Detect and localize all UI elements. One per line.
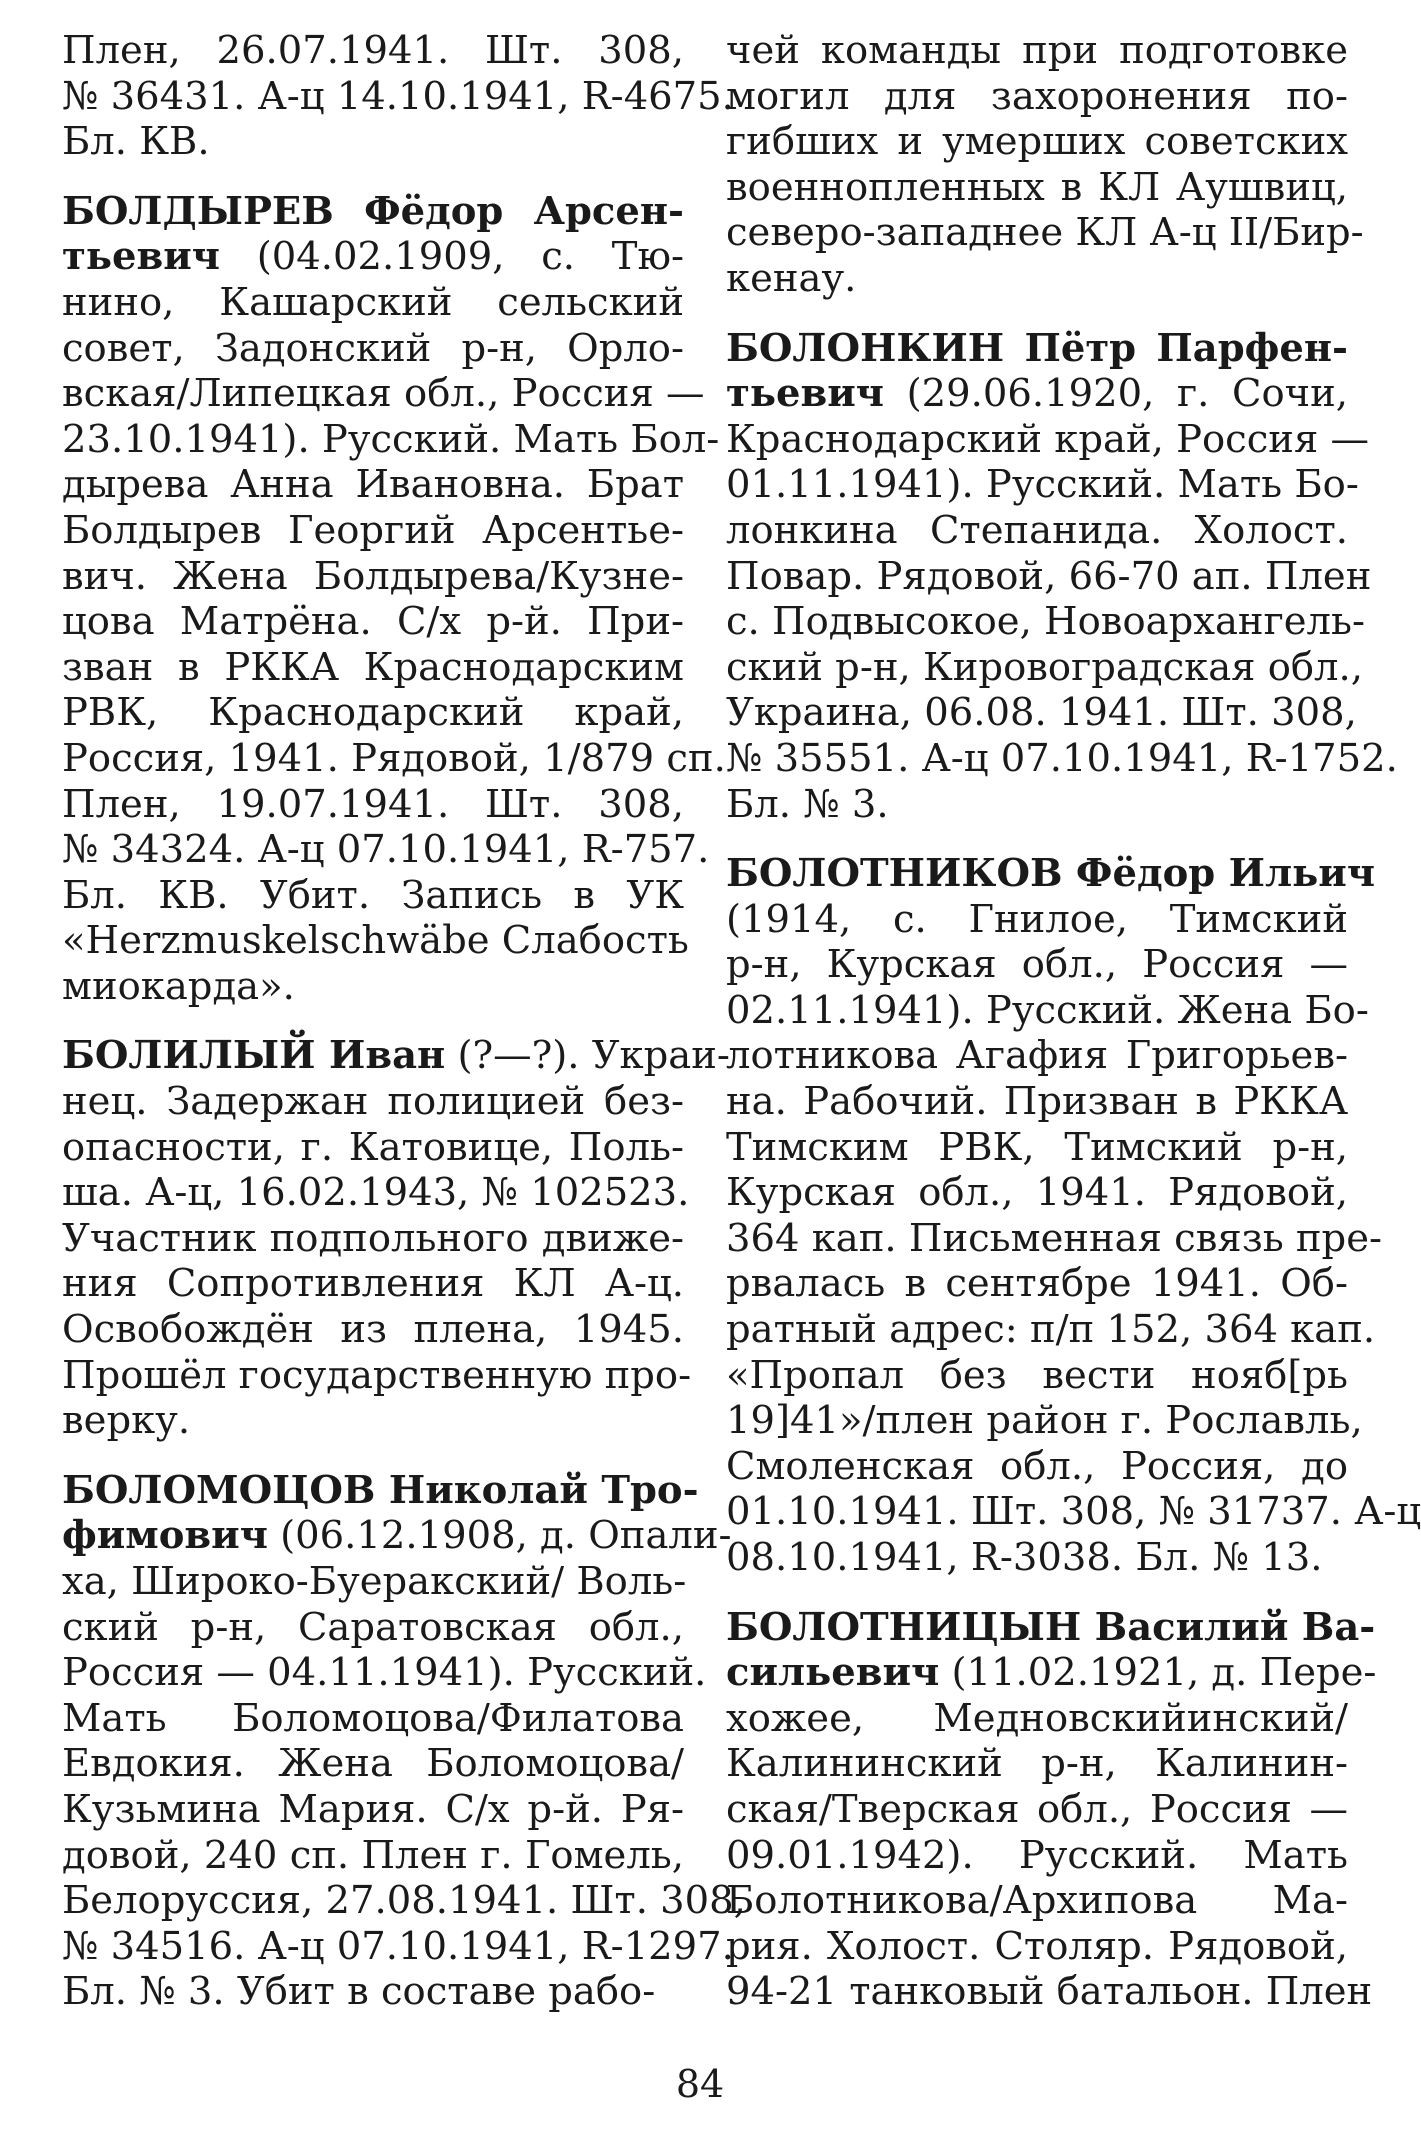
text-line xyxy=(726,1261,1348,1307)
text-line xyxy=(62,189,684,235)
entry-gap xyxy=(726,827,1348,851)
biography-entry xyxy=(726,28,1364,302)
biography-entry xyxy=(62,28,734,165)
entry-text: Участник подпольного движе- xyxy=(62,1215,684,1261)
entry-text: Бл. КВ. xyxy=(62,119,210,165)
text-line xyxy=(62,28,684,74)
text-line xyxy=(726,1353,1348,1399)
entry-text: ский р-н, Кировоградская обл., xyxy=(726,644,1363,690)
entry-text: Плен, 19.07.1941. Шт. 308, xyxy=(62,781,684,827)
entry-text: Калининский р-н, Калинин- xyxy=(726,1741,1348,1787)
entry-gap xyxy=(726,1581,1348,1605)
text-line xyxy=(62,1923,734,1970)
text-line xyxy=(62,1352,692,1399)
entry-text: ша. А-ц, 16.02.1943, № 102523. xyxy=(62,1170,690,1216)
entry-text: 01.11.1941). Русский. Мать Бо- xyxy=(726,462,1359,508)
text-line xyxy=(726,987,1369,1034)
entry-text: кенау. xyxy=(726,255,857,301)
entry-text: цова Матрёна. С/х р-й. При- xyxy=(62,599,684,645)
text-line xyxy=(62,371,705,417)
entry-text: (04.02.1909, с. Тю- xyxy=(219,234,684,280)
entry-name: тьевич xyxy=(726,371,884,417)
entry-text: 01.10.1941. Шт. 308, № 31737. А-ц xyxy=(726,1489,1421,1535)
entry-name: сильевич xyxy=(726,1650,940,1696)
text-line xyxy=(726,644,1363,691)
entry-text: Смоленская обл., Россия, до xyxy=(726,1443,1348,1489)
text-line xyxy=(62,1650,707,1696)
text-line xyxy=(726,74,1348,120)
entry-text: вская/Липецкая обл., Россия — xyxy=(62,371,705,417)
text-line xyxy=(62,1307,684,1353)
text-line xyxy=(62,1216,684,1262)
entry-text: № 35551. А-ц 07.10.1941, R-1752. xyxy=(726,735,1398,781)
text-line xyxy=(726,1833,1348,1879)
text-line xyxy=(726,1307,1376,1353)
entry-text: лотникова Агафия Григорьев- xyxy=(726,1033,1348,1079)
entry-gap xyxy=(726,302,1348,326)
entry-text: миокарда». xyxy=(62,963,295,1009)
entry-text: Бл. КВ. Убит. Запись в УК xyxy=(62,872,684,918)
text-line xyxy=(62,1559,687,1605)
text-line xyxy=(726,599,1365,645)
text-line xyxy=(726,735,1398,782)
text-line xyxy=(62,1079,684,1125)
text-line xyxy=(62,964,684,1010)
entry-text: р-н, Курская обл., Россия — xyxy=(726,942,1348,988)
text-line xyxy=(726,1604,1376,1651)
entry-text: гибших и умерших советских xyxy=(726,119,1348,165)
entry-text: на. Рабочий. Призван в РККА xyxy=(726,1079,1348,1125)
biography-entry xyxy=(62,1467,746,2015)
entry-text: лонкина Степанида. Холост. xyxy=(726,507,1348,553)
entry-text: 02.11.1941). Русский. Жена Бо- xyxy=(726,987,1369,1033)
text-line xyxy=(726,851,1375,897)
entry-text: вич. Жена Болдырева/Кузне- xyxy=(62,553,684,599)
text-line xyxy=(726,119,1348,165)
text-line xyxy=(62,873,684,919)
text-line xyxy=(726,1033,1348,1079)
entry-name: БОЛОНКИН Пётр Парфен- xyxy=(726,325,1348,371)
entry-text: (11.02.1921, д. Пере- xyxy=(939,1650,1377,1696)
text-line xyxy=(62,918,689,964)
text-line xyxy=(726,326,1348,372)
text-line xyxy=(726,1741,1348,1787)
text-line xyxy=(726,1969,1373,2015)
entry-text: Белоруссия, 27.08.1941. Шт. 308, xyxy=(62,1878,746,1924)
entry-text: Болдырев Георгий Арсентье- xyxy=(62,507,684,553)
text-line xyxy=(62,827,710,873)
text-line xyxy=(726,1079,1348,1125)
entry-text: Россия — 04.11.1941). Русский. xyxy=(62,1650,707,1696)
entry-text: 09.01.1942). Русский. Мать xyxy=(726,1832,1348,1878)
entry-text: 19]41»/плен район г. Рославль, xyxy=(726,1398,1363,1444)
text-line xyxy=(62,1261,684,1307)
text-line xyxy=(62,1033,730,1079)
entry-text: могил для захоронения по- xyxy=(726,73,1348,119)
biography-entry xyxy=(62,1033,730,1444)
text-line xyxy=(62,1969,684,2015)
entry-text: Краснодарский край, Россия — xyxy=(726,416,1369,462)
entry-gap xyxy=(62,1444,684,1468)
biography-entry xyxy=(726,851,1421,1581)
text-line xyxy=(62,599,684,645)
page-number: 84 xyxy=(675,2062,725,2106)
entry-text: ский р-н, Саратовская обл., xyxy=(62,1604,684,1650)
text-line xyxy=(726,553,1372,600)
entry-text: Бл. № 3. Убит в составе рабо- xyxy=(62,1969,656,2015)
entry-text: Повар. Рядовой, 66-70 ап. Плен xyxy=(726,553,1372,599)
entry-text: № 34516. А-ц 07.10.1941, R-1297. xyxy=(62,1923,734,1969)
entry-text: хожее, Медновскийинский/ xyxy=(726,1695,1348,1741)
entry-text: опасности, г. Катовице, Поль- xyxy=(62,1124,684,1170)
entry-text: 364 кап. Письменная связь пре- xyxy=(726,1215,1382,1261)
text-line xyxy=(62,73,734,120)
biography-entry xyxy=(726,325,1398,828)
entry-text: 94-21 танковый батальон. Плен xyxy=(726,1969,1373,2015)
text-line xyxy=(726,1170,1348,1216)
entry-text: 08.10.1941, R-3038. Бл. № 13. xyxy=(726,1535,1323,1580)
entry-text: зван в РККА Краснодарским xyxy=(62,644,684,690)
text-line xyxy=(726,508,1348,554)
text-line xyxy=(62,234,684,280)
entry-name: БОЛОТНИКОВ Фёдор Ильич xyxy=(726,851,1375,897)
entry-name: БОЛОМОЦОВ Николай Тро- xyxy=(62,1467,699,1513)
text-line xyxy=(62,735,726,782)
text-line xyxy=(62,1398,684,1444)
text-line xyxy=(62,326,684,372)
text-line xyxy=(62,1878,746,1924)
entry-gap xyxy=(62,165,684,189)
entry-text: Курская обл., 1941. Рядовой, xyxy=(726,1170,1348,1216)
text-line xyxy=(726,416,1369,463)
text-line xyxy=(62,1467,699,1514)
text-line xyxy=(62,1833,684,1879)
text-line xyxy=(726,942,1348,988)
text-line xyxy=(62,1125,684,1171)
entry-name: БОЛОТНИЦЫН Василий Ва- xyxy=(726,1604,1376,1650)
entry-text: северо-западнее КЛ А-ц II/Бир- xyxy=(726,210,1364,256)
text-line xyxy=(62,119,684,165)
right-column xyxy=(726,28,1421,2015)
entry-text: совет, Задонский р-н, Орло- xyxy=(62,325,684,371)
entry-text: ха, Широко-Буеракский/ Воль- xyxy=(62,1559,687,1604)
entry-text: Прошёл государственную про- xyxy=(62,1352,692,1398)
entry-text: Евдокия. Жена Боломоцова/ xyxy=(62,1741,684,1787)
text-line xyxy=(726,1878,1348,1924)
text-line xyxy=(726,1125,1348,1171)
text-line xyxy=(62,508,684,554)
text-line xyxy=(62,1696,684,1742)
text-line xyxy=(62,1787,684,1833)
entry-text: (1914, с. Гнилое, Тимский xyxy=(726,896,1348,942)
entry-text: ская/Тверская обл., Россия — xyxy=(726,1786,1348,1832)
text-line xyxy=(62,554,684,600)
entry-text: с. Подвысокое, Новоархангель- xyxy=(726,599,1365,645)
text-line xyxy=(726,210,1364,256)
entry-text: Освобождён из плена, 1945. xyxy=(62,1307,684,1353)
text-line xyxy=(726,1650,1377,1696)
text-line xyxy=(62,690,684,736)
entry-text: рия. Холост. Столяр. Рядовой, xyxy=(726,1923,1348,1969)
entry-name: БОЛДЫРЕВ Фёдор Арсен- xyxy=(62,188,684,234)
text-line xyxy=(726,782,1348,828)
text-line xyxy=(726,1489,1421,1535)
entry-text: № 34324. А-ц 07.10.1941, R-757. xyxy=(62,827,710,873)
text-line xyxy=(726,1787,1348,1833)
entry-text: нец. Задержан полицией без- xyxy=(62,1079,684,1125)
text-line xyxy=(62,280,684,326)
text-line xyxy=(726,1398,1363,1444)
entry-text: дырева Анна Ивановна. Брат xyxy=(62,462,684,508)
entry-text: РВК, Краснодарский край, xyxy=(62,690,684,736)
text-line xyxy=(62,782,684,828)
text-line xyxy=(62,645,684,691)
text-line xyxy=(62,1513,732,1559)
text-line xyxy=(62,1741,684,1787)
entry-name: тьевич xyxy=(62,234,220,280)
entry-text: верку. xyxy=(62,1398,191,1444)
text-line xyxy=(62,462,684,508)
biography-entry xyxy=(726,1604,1377,2015)
text-line xyxy=(62,1170,690,1216)
text-line xyxy=(62,416,720,463)
text-line xyxy=(726,1535,1348,1581)
text-line xyxy=(726,1444,1348,1490)
entry-text: 23.10.1941). Русский. Мать Бол- xyxy=(62,416,720,462)
biography-entry xyxy=(62,188,726,1010)
entry-text: нино, Кашарский сельский xyxy=(62,279,684,325)
entry-text: (?—?). Украи- xyxy=(445,1033,730,1079)
text-line xyxy=(726,897,1348,943)
text-line xyxy=(62,1605,684,1651)
text-line xyxy=(726,1924,1348,1970)
entry-text: Бл. № 3. xyxy=(726,781,889,827)
entry-text: Мать Боломоцова/Филатова xyxy=(62,1695,684,1741)
entry-text: Кузьмина Мария. С/х р-й. Ря- xyxy=(62,1786,684,1832)
entry-name: БОЛИЛЫЙ Иван xyxy=(62,1033,446,1079)
entry-text: Болотникова/Архипова Ма- xyxy=(726,1878,1348,1924)
text-line xyxy=(726,256,1348,302)
entry-text: Украина, 06.08. 1941. Шт. 308, xyxy=(726,690,1357,736)
entry-text: рвалась в сентябре 1941. Об- xyxy=(726,1261,1348,1307)
entry-text: (06.12.1908, д. Опали- xyxy=(267,1513,732,1559)
text-line xyxy=(726,165,1348,211)
entry-text: Россия, 1941. Рядовой, 1/879 сп. xyxy=(62,735,726,781)
entry-text: Плен, 26.07.1941. Шт. 308, xyxy=(62,28,684,73)
entry-text: № 36431. А-ц 14.10.1941, R-4675. xyxy=(62,73,734,119)
entry-text: ратный адрес: п/п 152, 364 кап. xyxy=(726,1307,1376,1353)
entry-text: (29.06.1920, г. Сочи, xyxy=(883,371,1348,417)
text-line xyxy=(726,462,1359,508)
entry-text: военнопленных в КЛ Аушвиц, xyxy=(726,164,1348,210)
left-column xyxy=(62,28,746,2015)
entry-text: ния Сопротивления КЛ А-ц. xyxy=(62,1261,684,1307)
entry-gap xyxy=(62,1009,684,1033)
text-line xyxy=(726,1215,1382,1262)
entry-text: чей команды при подготовке xyxy=(726,28,1348,73)
text-line xyxy=(726,371,1348,417)
text-line xyxy=(726,28,1348,74)
text-line xyxy=(726,1696,1348,1742)
entry-text: «Herzmuskelschwäbe Слабость xyxy=(62,918,689,964)
entry-text: Тимским РВК, Тимский р-н, xyxy=(726,1124,1348,1170)
entry-text: «Пропал без вести нояб[рь xyxy=(726,1352,1348,1398)
entry-text: довой, 240 сп. Плен г. Гомель, xyxy=(62,1832,684,1878)
entry-name: фимович xyxy=(62,1513,268,1559)
text-line xyxy=(726,690,1357,736)
